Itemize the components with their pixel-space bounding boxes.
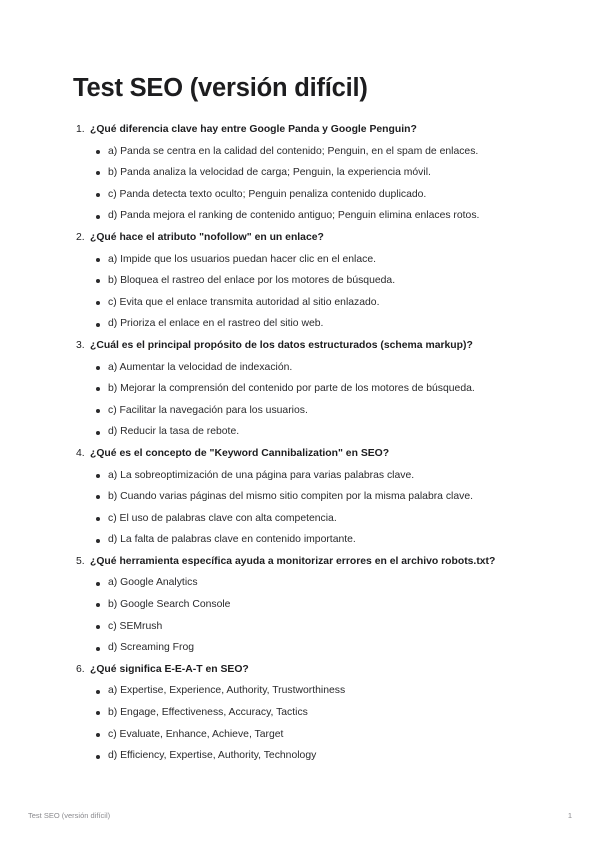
bullet-icon: [96, 539, 100, 543]
answer-option: [0, 270, 600, 292]
bullet-icon: [96, 387, 100, 391]
bullet-icon: [96, 474, 100, 478]
answer-text: c) Panda detecta texto oculto; Penguin penaliza contenido duplicado.: [108, 188, 427, 200]
answer-option: [0, 745, 600, 767]
answer-list: [0, 572, 600, 658]
answer-option: [0, 400, 600, 422]
bullet-icon: [96, 733, 100, 737]
answer-text: d) Efficiency, Expertise, Authority, Technology: [108, 750, 317, 762]
question-line: [0, 227, 600, 249]
question-line: [0, 659, 600, 681]
answer-option: [0, 594, 600, 616]
bullet-icon: [96, 755, 100, 759]
bullet-icon: [96, 171, 100, 175]
bullet-icon: [96, 431, 100, 435]
answer-option: [0, 421, 600, 443]
bullet-icon: [96, 690, 100, 694]
answer-text: b) Mejorar la comprensión del contenido por parte de los motores de búsqueda.: [108, 383, 475, 395]
question-text: ¿Qué diferencia clave hay entre Google Panda y Google Penguin?: [90, 124, 417, 135]
answer-text: c) Evita que el enlace transmita autoridad al sitio enlazado.: [108, 296, 380, 308]
bullet-icon: [96, 366, 100, 370]
answer-text: a) Aumentar la velocidad de indexación.: [108, 361, 293, 373]
answer-text: b) Engage, Effectiveness, Accuracy, Tactics: [108, 707, 308, 719]
answer-text: b) Cuando varias páginas del mismo sitio compiten por la misma palabra clave.: [108, 491, 473, 503]
question-item: [0, 227, 600, 335]
bullet-icon: [96, 258, 100, 262]
answer-option: [0, 724, 600, 746]
answer-option: [0, 616, 600, 638]
bullet-icon: [96, 193, 100, 197]
answer-text: d) La falta de palabras clave en contenido importante.: [108, 534, 356, 546]
answer-option: [0, 572, 600, 594]
answer-text: a) Panda se centra en la calidad del contenido; Penguin, en el spam de enlaces.: [108, 145, 479, 157]
footer-document-title: Test SEO (versión difícil): [28, 811, 111, 820]
question-line: [0, 443, 600, 465]
answer-list: [0, 249, 600, 335]
question-line: [0, 119, 600, 141]
answer-text: a) Impide que los usuarios puedan hacer clic en el enlace.: [108, 253, 377, 265]
answer-text: a) Google Analytics: [108, 577, 198, 589]
question-item: [0, 335, 600, 443]
question-item: [0, 443, 600, 551]
answer-text: d) Reducir la tasa de rebote.: [108, 426, 240, 438]
answer-text: d) Screaming Frog: [108, 642, 195, 654]
question-number: 3.: [76, 339, 85, 351]
answer-text: a) Expertise, Experience, Authority, Trustworthiness: [108, 685, 346, 697]
question-list: [0, 119, 600, 767]
bullet-icon: [96, 647, 100, 651]
answer-option: [0, 162, 600, 184]
answer-option: [0, 486, 600, 508]
question-line: [0, 551, 600, 573]
answer-option: [0, 205, 600, 227]
bullet-icon: [96, 301, 100, 305]
question-number: 6.: [76, 663, 85, 675]
document-title: Test SEO (versión difícil): [73, 74, 368, 102]
bullet-icon: [96, 582, 100, 586]
answer-option: [0, 508, 600, 530]
question-text: ¿Qué significa E-E-A-T en SEO?: [90, 663, 249, 675]
bullet-icon: [96, 279, 100, 283]
answer-text: c) Evaluate, Enhance, Achieve, Target: [108, 728, 284, 740]
answer-list: [0, 357, 600, 443]
bullet-icon: [96, 215, 100, 219]
bullet-icon: [96, 323, 100, 327]
answer-option: [0, 637, 600, 659]
question-item: [0, 659, 600, 767]
bullet-icon: [96, 409, 100, 413]
answer-option: [0, 292, 600, 314]
answer-option: [0, 357, 600, 379]
answer-option: [0, 249, 600, 271]
question-text: ¿Cuál es el principal propósito de los datos estructurados (schema markup)?: [90, 339, 473, 351]
answer-option: [0, 702, 600, 724]
answer-option: [0, 378, 600, 400]
answer-text: d) Panda mejora el ranking de contenido antiguo; Penguin elimina enlaces rotos.: [108, 210, 480, 222]
question-number: 2.: [76, 231, 85, 243]
question-item: [0, 119, 600, 227]
answer-text: c) SEMrush: [108, 620, 163, 632]
answer-list: [0, 465, 600, 551]
question-text: ¿Qué es el concepto de "Keyword Cannibalization" en SEO?: [90, 447, 390, 459]
answer-text: c) El uso de palabras clave con alta competencia.: [108, 512, 337, 524]
answer-text: a) La sobreoptimización de una página para varias palabras clave.: [108, 469, 415, 481]
answer-text: b) Google Search Console: [108, 599, 231, 611]
answer-text: c) Facilitar la navegación para los usuarios.: [108, 404, 308, 416]
footer-page-number: 1: [567, 811, 572, 820]
question-item: [0, 551, 600, 659]
answer-option: [0, 184, 600, 206]
question-line: [0, 335, 600, 357]
answer-option: [0, 529, 600, 551]
answer-text: b) Bloquea el rastreo del enlace por los motores de búsqueda.: [108, 275, 396, 287]
question-number: 4.: [76, 447, 85, 459]
answer-option: [0, 313, 600, 335]
bullet-icon: [96, 603, 100, 607]
bullet-icon: [96, 625, 100, 629]
answer-text: d) Prioriza el enlace en el rastreo del sitio web.: [108, 318, 324, 330]
question-number: 1.: [76, 124, 85, 135]
answer-option: [0, 141, 600, 163]
bullet-icon: [96, 150, 100, 154]
question-text: ¿Qué hace el atributo "nofollow" en un enlace?: [90, 231, 324, 243]
answer-option: [0, 465, 600, 487]
bullet-icon: [96, 711, 100, 715]
bullet-icon: [96, 495, 100, 499]
answer-list: [0, 680, 600, 766]
bullet-icon: [96, 517, 100, 521]
question-number: 5.: [76, 555, 85, 567]
question-text: ¿Qué herramienta específica ayuda a monitorizar errores en el archivo robots.txt?: [90, 555, 496, 567]
answer-option: [0, 680, 600, 702]
answer-list: [0, 141, 600, 227]
answer-text: b) Panda analiza la velocidad de carga; Penguin, la experiencia móvil.: [108, 167, 431, 179]
